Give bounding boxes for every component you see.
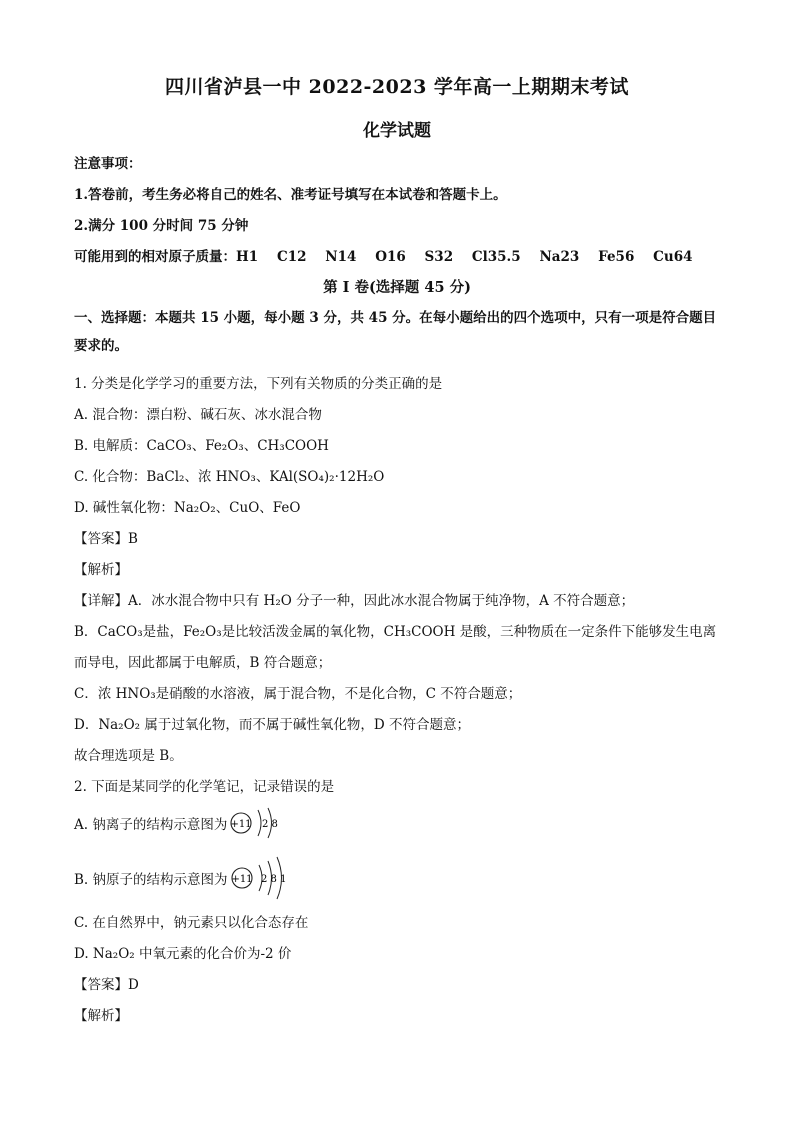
q1-option-b: B. 电解质：CaCO₃、Fe₂O₃、CH₃COOH: [74, 438, 329, 454]
sodium-atom-diagram: [230, 854, 294, 902]
q1-detail-line: B．CaCO₃是盐，Fe₂O₃是比较活泼金属的氧化物，CH₃COOH 是酸，三种物质在一定条件下能够发生电离: [74, 624, 717, 640]
q1-option-a: A. 混合物：漂白粉、碱石灰、冰水混合物: [74, 407, 322, 423]
notice-item-1: 1.答卷前，考生务必将自己的姓名、准考证号填写在本试卷和答题卡上。: [74, 187, 507, 203]
q2-option-a: [74, 806, 285, 840]
q1-analysis-label: 【解析】: [74, 562, 128, 578]
exam-subtitle: 化学试题: [363, 121, 431, 141]
q1-detail-line: 故合理选项是 B。: [74, 748, 183, 764]
q2-stem: 2. 下面是某同学的化学笔记，记录错误的是: [74, 779, 335, 795]
notice-item-2: 2.满分 100 分时间 75 分钟: [74, 218, 249, 234]
q1-option-d: D. 碱性氧化物：Na₂O₂、CuO、FeO: [74, 500, 301, 516]
q1-detail-line: 【详解】A．冰水混合物中只有 H₂O 分子一种，因此冰水混合物属于纯净物，A 不符合题意；: [74, 593, 635, 609]
notice-heading: 注意事项：: [74, 156, 142, 172]
nucleus-label: +11: [230, 819, 252, 830]
q1-answer: 【答案】B: [74, 531, 138, 547]
q1-option-c: C. 化合物：BaCl₂、浓 HNO₃、KAl(SO₄)₂·12H₂O: [74, 469, 385, 485]
exam-title: 四川省泸县一中 2022-2023 学年高一上期期末考试: [165, 76, 629, 98]
q2-option-d: D. Na₂O₂ 中氧元素的化合价为-2 价: [74, 946, 292, 962]
atomic-masses: 可能用到的相对原子质量：H1 C12 N14 O16 S32 Cl35.5 Na23 Fe56 Cu64: [74, 249, 693, 265]
nucleus-label: +11: [230, 874, 253, 885]
q2-option-b: [74, 854, 294, 902]
sodium-ion-diagram: [229, 806, 285, 840]
q2-answer: 【答案】D: [74, 977, 139, 993]
q2-option-b-text: B. 钠原子的结构示意图为: [74, 872, 228, 888]
shell-electrons: 2 8: [262, 819, 279, 830]
q1-detail-line: D．Na₂O₂ 属于过氧化物，而不属于碱性氧化物，D 不符合题意；: [74, 717, 470, 733]
section-title: 第 I 卷(选择题 45 分): [323, 279, 471, 296]
q1-detail-line: C．浓 HNO₃是硝酸的水溶液，属于混合物，不是化合物，C 不符合题意；: [74, 686, 522, 702]
q2-analysis-label: 【解析】: [74, 1008, 128, 1024]
q2-option-c: C. 在自然界中，钠元素只以化合态存在: [74, 915, 309, 931]
section-instruction: 一、选择题：本题共 15 小题，每小题 3 分，共 45 分。在每小题给出的四个选项中，只有一项是符合题目要求的。: [74, 310, 717, 354]
q2-option-a-text: A. 钠离子的结构示意图为: [74, 817, 228, 833]
q1-stem: 1. 分类是化学学习的重要方法，下列有关物质的分类正确的是: [74, 376, 443, 392]
q1-detail-line: 而导电，因此都属于电解质，B 符合题意；: [74, 655, 332, 671]
shell-electrons: 2 8 1: [260, 874, 286, 885]
